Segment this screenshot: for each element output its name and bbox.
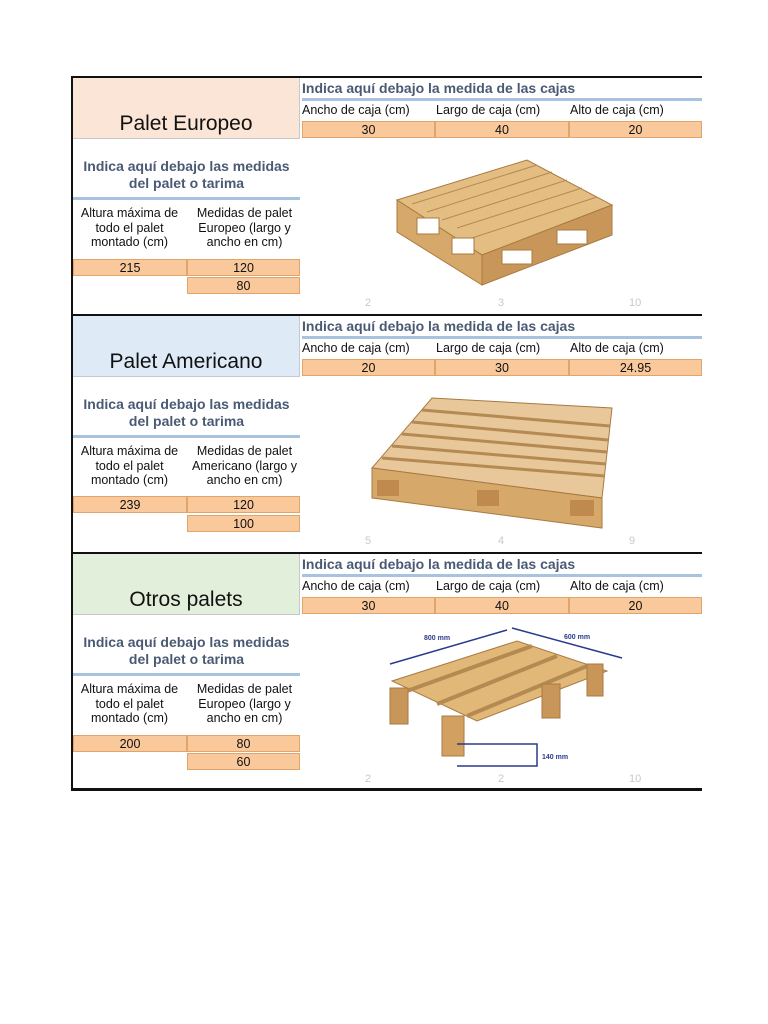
height-label: Altura máxima de todo el palet montado (cm) — [80, 444, 179, 487]
col-header-ancho: Ancho de caja (cm) — [302, 579, 410, 593]
col-header-alto: Alto de caja (cm) — [570, 341, 664, 355]
col-header-largo: Largo de caja (cm) — [436, 341, 541, 355]
box-height-input[interactable]: 24.95 — [569, 359, 702, 376]
pallet-info — [73, 140, 300, 312]
height-label: Altura máxima de todo el palet montado (cm) — [80, 206, 179, 249]
pallet-header: Indica aquí debajo las medidas del palet o tarima — [83, 634, 290, 667]
pallet-image — [302, 140, 702, 295]
euro-pallet-image — [302, 140, 702, 295]
height-label: Altura máxima de todo el palet montado (cm) — [80, 682, 179, 725]
section-otros: Otros palets Indica aquí debajo la medida de las cajas Ancho de caja (cm) Largo de caja (cm) Alto de caja (cm) 30 40 20 800 mm 600 mm 140 mm 2 2 10 Indica aquí debajo las medidas del palet o tarima Altura máxima de todo el palet montado (cm) Medidas de palet Europeo (largo y ancho en cm) 200 80 60 — [71, 552, 702, 790]
boxes-header: Indica aquí debajo la medida de las cajas — [302, 80, 576, 96]
boxes-header: Indica aquí debajo la medida de las cajas — [302, 556, 576, 572]
svg-text:800 mm: 800 mm — [424, 635, 451, 642]
section-europeo: Palet Europeo Indica aquí debajo la medida de las cajas Ancho de caja (cm) Largo de caja (cm) Alto de caja (cm) 30 40 20 2 3 10 Indica aquí debajo las medidas del palet o tarima Altura máxima de todo el palet montado (cm) Medidas de palet Europeo (largo y ancho en cm) 215 120 80 — [71, 76, 702, 314]
svg-text:140 mm: 140 mm — [542, 754, 569, 761]
size-label: Medidas de palet Europeo (largo y ancho en cm) — [196, 206, 293, 249]
box-height-input[interactable]: 20 — [569, 121, 702, 138]
size-label: Medidas de palet Europeo (largo y ancho en cm) — [196, 682, 293, 725]
size-input-2[interactable]: 80 — [187, 277, 300, 294]
box-length-input[interactable]: 40 — [435, 597, 569, 614]
spreadsheet — [71, 76, 702, 790]
pallet-image — [302, 378, 702, 533]
svg-text:600 mm: 600 mm — [564, 634, 591, 641]
col-header-alto: Alto de caja (cm) — [570, 579, 664, 593]
height-input[interactable]: 239 — [73, 496, 187, 513]
size-input-2[interactable]: 60 — [187, 753, 300, 770]
size-input-1[interactable]: 120 — [187, 259, 300, 276]
box-length-input[interactable]: 40 — [435, 121, 569, 138]
pallet-image — [302, 616, 702, 771]
box-width-input[interactable]: 30 — [302, 121, 435, 138]
height-input[interactable]: 200 — [73, 735, 187, 752]
other-pallet-image — [302, 616, 702, 771]
col-header-largo: Largo de caja (cm) — [436, 579, 541, 593]
box-width-input[interactable]: 20 — [302, 359, 435, 376]
american-pallet-image — [302, 378, 702, 533]
size-label: Medidas de palet Americano (largo y ancho en cm) — [192, 444, 297, 487]
boxes-header: Indica aquí debajo la medida de las cajas — [302, 318, 576, 334]
box-height-input[interactable]: 20 — [569, 597, 702, 614]
col-header-largo: Largo de caja (cm) — [436, 103, 541, 117]
pallet-header: Indica aquí debajo las medidas del palet o tarima — [83, 396, 290, 429]
col-header-ancho: Ancho de caja (cm) — [302, 103, 410, 117]
size-input-1[interactable]: 80 — [187, 735, 300, 752]
box-width-input[interactable]: 30 — [302, 597, 435, 614]
size-input-1[interactable]: 120 — [187, 496, 300, 513]
col-header-alto: Alto de caja (cm) — [570, 103, 664, 117]
box-length-input[interactable]: 30 — [435, 359, 569, 376]
section-title[interactable]: Palet Americano — [73, 316, 300, 377]
section-americano: Palet Americano Indica aquí debajo la medida de las cajas Ancho de caja (cm) Largo de caja (cm) Alto de caja (cm) 20 30 24.95 5 4 9 Indica aquí debajo las medidas del palet o tarima Altura máxima de todo el palet montado (cm) Medidas de palet Americano (largo y ancho en cm) 239 120 100 — [71, 314, 702, 552]
sheet-bottom-border — [71, 788, 702, 791]
size-input-2[interactable]: 100 — [187, 515, 300, 532]
pallet-info — [73, 378, 300, 550]
pallet-info — [73, 616, 300, 788]
section-title[interactable]: Otros palets — [73, 554, 300, 615]
section-title[interactable]: Palet Europeo — [73, 78, 300, 139]
col-header-ancho: Ancho de caja (cm) — [302, 341, 410, 355]
pallet-header: Indica aquí debajo las medidas del palet o tarima — [83, 158, 290, 191]
height-input[interactable]: 215 — [73, 259, 187, 276]
